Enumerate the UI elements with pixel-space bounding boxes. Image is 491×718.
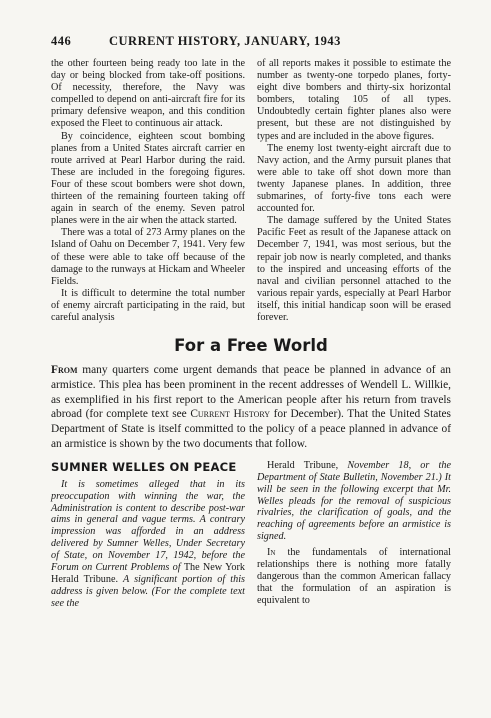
address-body: the fundamentals of international relationships there is nothing more fatally dangerous than the common American fallacy that the formulation of an aspiration is equivalent to	[257, 547, 451, 606]
paragraph: The damage suffered by the United States Pacific Feet as result of the Japanese attack on December 7, 1941, was most serious, but the repair job now is nearly completed, and thanks to the inspired and unceasing efforts of the naval and civilian personnel attached to the various repair yards, especially at Pearl Harbor itself, this initial handicap soon will be erased forever.	[257, 215, 451, 323]
note-upright-2: Herald Tribune,	[267, 459, 339, 471]
paragraph: the other fourteen being ready too late in the day or being blocked from take-off positions. Of necessity, therefore, the Navy was compelled to depend on anti-aircraft fire for its primary defensive weapon, and this condition exposed the Fleet to continuous air attack.	[51, 58, 245, 130]
paragraph: of all reports makes it possible to estimate the number as twenty-one torpedo planes, forty-eight dive bombers and thirty-six horizontal bombers, totaling 105 of all types. Undoubtedly certain fighter planes also were present, but these are not distinguished by types and are included in the above figures.	[257, 58, 451, 142]
top-right-column	[257, 58, 451, 324]
paragraph: There was a total of 273 Army planes on the Island of Oahu on December 7, 1941. Very few of these were able to take off because of the damage to the runways at Hickam and Wheeler Fields.	[51, 227, 245, 287]
intro-lead-word: From	[51, 364, 78, 377]
intro-text-1: many quarters come urgent demands that peace be planned in advance of an armistice. This plea has been prominent in the recent addresses of Wendell L. Willkie, as exemplified in his first report to the American people after his return from travels abroad (for complete text see	[51, 364, 451, 421]
paragraph: It is difficult to determine the total number of enemy aircraft participating in the raid, but careful analysis	[51, 287, 245, 323]
address-text	[257, 547, 451, 607]
running-head	[51, 34, 451, 49]
lower-left-column	[51, 460, 245, 610]
section-intro	[51, 363, 451, 452]
intro-magazine-name: Current History	[190, 408, 271, 421]
address-lead-word: In	[267, 547, 276, 559]
intro-text-2: for December). That the United States Department of State is itself committed to the policy of a peace planned in advance of an armistice is shown by the two documents that follow.	[51, 408, 451, 451]
paragraph: The enemy lost twenty-eight aircraft due to Navy action, and the Army pursuit planes that were able to take off shot down more than twenty Japanese planes. In addition, three submarines, of forty-five tons each were accounted for.	[257, 142, 451, 215]
note-upright: The New York Herald Tribune.	[51, 562, 245, 585]
lower-columns	[51, 460, 451, 610]
editorial-note-continued	[257, 460, 451, 543]
paragraph: By coincidence, eighteen scout bombing planes from a United States aircraft carrier en route arrived at Pearl Harbor during the raid. These are included in the foregoing figures. Four of these scout bombers were shot down, thirteen of the remaining fourteen taking off again in search of the enemy. Seven patrol planes were in the air when the attack started.	[51, 130, 245, 227]
note-italic-1: It is sometimes alleged that in its preoccupation with winning the war, the Administration is content to describe post-war aims in general and vague terms. A contrary impression was afforded in an address delivered by Sumner Welles, Under Secretary of State, on November 17, 1942, before the Forum on Current Problems of	[51, 478, 245, 574]
section-title: For a Free World	[174, 336, 328, 356]
editorial-note	[51, 479, 245, 610]
note-italic-2: A significant portion of this address is given below. (For the complete text see the	[51, 574, 245, 609]
page-number: 446	[51, 34, 72, 48]
running-title: CURRENT HISTORY, JANUARY, 1943	[109, 34, 341, 48]
subheading: SUMNER WELLES ON PEACE	[51, 459, 237, 474]
top-columns	[51, 58, 451, 324]
lower-right-column	[257, 460, 451, 610]
note-italic-3: November 18, or the Department of State Bulletin, November 21.) It will be seen in the following excerpt that Mr. Welles pleads for the removal of suspicious rivalries, the clarification of goals, and the reaching of agreements before an armistice is signed.	[257, 459, 451, 543]
top-left-column	[51, 58, 245, 324]
